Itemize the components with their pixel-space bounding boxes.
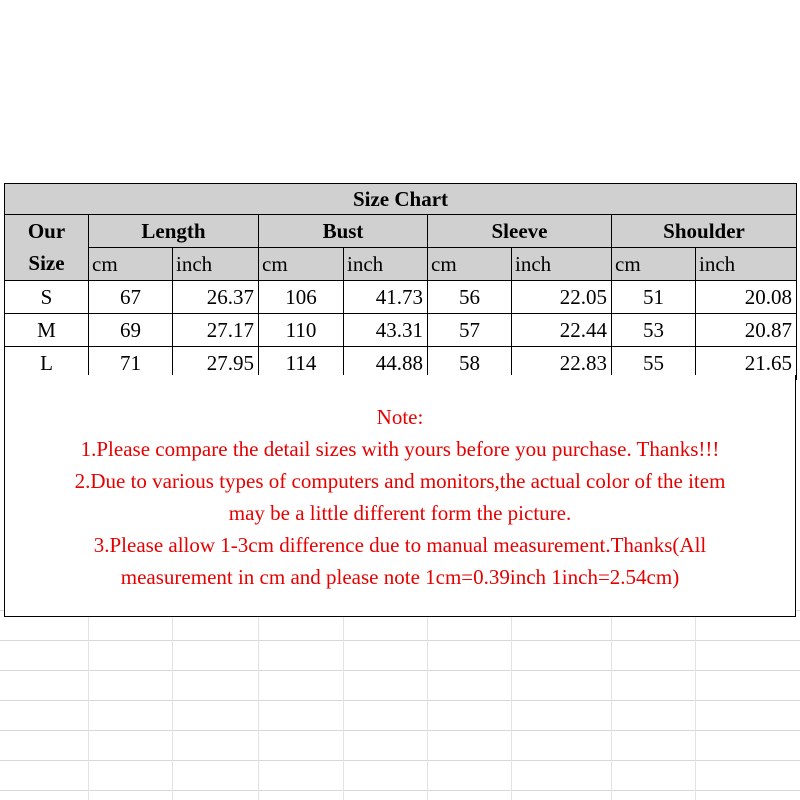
grid-column-line <box>88 610 89 800</box>
bust-inch-cell: 43.31 <box>344 314 428 347</box>
grid-column-line <box>343 610 344 800</box>
unit-cm: cm <box>428 248 512 281</box>
bust-cm-cell: 110 <box>259 314 344 347</box>
note-heading: Note: <box>376 405 424 429</box>
measurement-header-row <box>5 215 797 248</box>
shoulder-inch-cell: 20.08 <box>696 281 797 314</box>
note-line: may be a little different form the picture. <box>228 501 572 525</box>
grid-line <box>0 760 800 761</box>
note-text <box>5 401 795 593</box>
header-shoulder: Shoulder <box>612 215 797 248</box>
grid-column-line <box>611 610 612 800</box>
note-line: 1.Please compare the detail sizes with yours before you purchase. Thanks!!! <box>80 437 720 461</box>
unit-inch: inch <box>173 248 259 281</box>
length-cm-cell: 67 <box>89 281 173 314</box>
header-length: Length <box>89 215 259 248</box>
length-inch-cell: 27.95 <box>173 347 259 380</box>
size-header-top: Our <box>5 215 89 248</box>
grid-column-line <box>695 610 696 800</box>
unit-inch: inch <box>344 248 428 281</box>
note-line: 2.Due to various types of computers and monitors,the actual color of the item <box>74 469 726 493</box>
shoulder-cm-cell: 55 <box>612 347 696 380</box>
unit-cm: cm <box>259 248 344 281</box>
length-cm-cell: 71 <box>89 347 173 380</box>
length-inch-cell: 26.37 <box>173 281 259 314</box>
unit-inch: inch <box>512 248 612 281</box>
unit-cm: cm <box>89 248 173 281</box>
header-sleeve: Sleeve <box>428 215 612 248</box>
sleeve-inch-cell: 22.83 <box>512 347 612 380</box>
grid-column-line <box>511 610 512 800</box>
grid-line <box>0 670 800 671</box>
grid-line <box>0 700 800 701</box>
length-inch-cell: 27.17 <box>173 314 259 347</box>
title-row <box>5 184 797 215</box>
size-header-bottom: Size <box>5 248 89 281</box>
shoulder-cm-cell: 51 <box>612 281 696 314</box>
grid-column-line <box>172 610 173 800</box>
sleeve-cm-cell: 58 <box>428 347 512 380</box>
grid-column-line <box>258 610 259 800</box>
length-cm-cell: 69 <box>89 314 173 347</box>
unit-header-row <box>5 248 797 281</box>
size-label: L <box>5 347 89 380</box>
size-chart-table <box>4 183 797 380</box>
unit-cm: cm <box>612 248 696 281</box>
sleeve-cm-cell: 57 <box>428 314 512 347</box>
note-line: 3.Please allow 1-3cm difference due to manual measurement.Thanks(All <box>93 533 707 557</box>
grid-column-line <box>427 610 428 800</box>
table-row <box>5 281 797 314</box>
bust-cm-cell: 114 <box>259 347 344 380</box>
unit-inch: inch <box>696 248 797 281</box>
size-label: M <box>5 314 89 347</box>
bust-inch-cell: 41.73 <box>344 281 428 314</box>
size-label: S <box>5 281 89 314</box>
bust-cm-cell: 106 <box>259 281 344 314</box>
sleeve-inch-cell: 22.05 <box>512 281 612 314</box>
header-bust: Bust <box>259 215 428 248</box>
grid-line <box>0 730 800 731</box>
grid-line <box>0 640 800 641</box>
chart-title: Size Chart <box>5 184 797 215</box>
sleeve-inch-cell: 22.44 <box>512 314 612 347</box>
shoulder-inch-cell: 20.87 <box>696 314 797 347</box>
bust-inch-cell: 44.88 <box>344 347 428 380</box>
table-row <box>5 314 797 347</box>
grid-line <box>0 790 800 791</box>
shoulder-cm-cell: 53 <box>612 314 696 347</box>
note-box <box>4 375 796 617</box>
shoulder-inch-cell: 21.65 <box>696 347 797 380</box>
sleeve-cm-cell: 56 <box>428 281 512 314</box>
note-line: measurement in cm and please note 1cm=0.39inch 1inch=2.54cm) <box>120 565 680 589</box>
